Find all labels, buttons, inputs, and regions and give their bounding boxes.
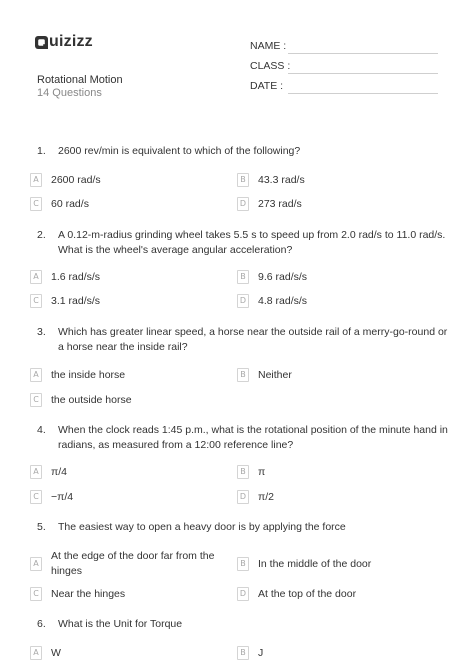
option-text: 1.6 rad/s/s	[51, 271, 101, 283]
option-letter-box: C	[30, 393, 42, 407]
option-letter-box: B	[237, 646, 249, 660]
brand-name: uizizz	[49, 33, 93, 50]
name-label: NAME :	[250, 40, 287, 52]
question-text: The easiest way to open a heavy door is by applying the force	[58, 521, 346, 533]
option-1b[interactable]	[237, 173, 428, 188]
option-text: −π/4	[51, 491, 74, 503]
option-letter-box: A	[30, 270, 42, 284]
option-text: π/4	[51, 466, 68, 478]
date-label: DATE :	[250, 80, 284, 92]
question-number: 6.	[37, 618, 46, 630]
option-text: 273 rad/s	[258, 198, 302, 210]
option-letter-box: B	[237, 465, 249, 479]
option-2a[interactable]	[30, 270, 221, 285]
class-field[interactable]	[250, 60, 438, 76]
option-text: 43.3 rad/s	[258, 174, 305, 186]
option-3b[interactable]	[237, 368, 428, 383]
option-5b[interactable]	[237, 557, 428, 572]
option-letter-box: C	[30, 490, 42, 504]
option-6a[interactable]	[30, 646, 221, 661]
option-4c[interactable]	[30, 490, 221, 505]
date-field[interactable]	[250, 80, 438, 96]
option-letter-box: C	[30, 197, 42, 211]
option-4d[interactable]	[237, 490, 428, 505]
option-text: W	[51, 647, 61, 659]
option-text: 3.1 rad/s/s	[51, 295, 101, 307]
option-letter-box: B	[237, 270, 249, 284]
class-line[interactable]	[288, 73, 438, 74]
name-line[interactable]	[288, 53, 438, 54]
question-number: 4.	[37, 424, 46, 436]
question-text: 2600 rev/min is equivalent to which of the following?	[58, 145, 301, 157]
class-label: CLASS :	[250, 60, 291, 72]
option-letter-box: D	[237, 587, 249, 601]
option-letter-box: D	[237, 490, 249, 504]
option-text: the inside horse	[51, 369, 126, 381]
name-field[interactable]	[250, 40, 438, 56]
option-2d[interactable]	[237, 294, 428, 309]
option-letter-box: A	[30, 557, 42, 571]
option-text: At the edge of the door far from the hinges	[51, 550, 215, 577]
option-text: Neither	[258, 369, 292, 381]
option-text: 9.6 rad/s/s	[258, 271, 308, 283]
option-letter-box: A	[30, 368, 42, 382]
option-letter-box: C	[30, 294, 42, 308]
option-letter-box: A	[30, 465, 42, 479]
option-letter-box: A	[30, 173, 42, 187]
question-text: What is the Unit for Torque	[58, 618, 183, 630]
option-1d[interactable]	[237, 197, 428, 212]
option-text: At the top of the door	[258, 588, 357, 600]
option-letter-box: B	[237, 368, 249, 382]
option-2c[interactable]	[30, 294, 221, 309]
worksheet-title: Rotational Motion	[37, 74, 123, 86]
quizizz-logo	[35, 33, 93, 51]
option-5d[interactable]	[237, 587, 428, 602]
option-text: In the middle of the door	[258, 558, 372, 570]
question-number: 1.	[37, 145, 46, 157]
option-letter-box: C	[30, 587, 42, 601]
option-text: π	[258, 466, 266, 478]
option-3c[interactable]	[30, 393, 221, 408]
option-letter-box: D	[237, 294, 249, 308]
question-text: When the clock reads 1:45 p.m., what is the rotational position of the minute hand in radians, as measured from a 12:00 reference line?	[58, 424, 448, 451]
option-1a[interactable]	[30, 173, 221, 188]
option-1c[interactable]	[30, 197, 221, 212]
question-number: 2.	[37, 229, 46, 241]
option-text: J	[258, 647, 264, 659]
question-number: 5.	[37, 521, 46, 533]
option-text: π/2	[258, 491, 275, 503]
option-5c[interactable]	[30, 587, 221, 602]
option-4a[interactable]	[30, 465, 221, 480]
option-text: Near the hinges	[51, 588, 126, 600]
question-text: Which has greater linear speed, a horse near the outside rail of a merry-go-round or a horse near the inside rail?	[58, 326, 448, 353]
option-text: 4.8 rad/s/s	[258, 295, 308, 307]
option-text: the outside horse	[51, 394, 132, 406]
option-letter-box: B	[237, 557, 249, 571]
option-6b[interactable]	[237, 646, 428, 661]
option-letter-box: A	[30, 646, 42, 660]
q-logo-icon	[35, 36, 48, 49]
option-2b[interactable]	[237, 270, 428, 285]
option-letter-box: D	[237, 197, 249, 211]
option-text: 60 rad/s	[51, 198, 89, 210]
date-line[interactable]	[288, 93, 438, 94]
question-text: A 0.12-m-radius grinding wheel takes 5.5 s to speed up from 2.0 rad/s to 11.0 rad/s. What is the wheel's average angular acceleration?	[58, 229, 446, 256]
option-3a[interactable]	[30, 368, 221, 383]
option-4b[interactable]	[237, 465, 428, 480]
question-number: 3.	[37, 326, 46, 338]
option-letter-box: B	[237, 173, 249, 187]
option-text: 2600 rad/s	[51, 174, 101, 186]
question-count: 14 Questions	[37, 87, 102, 99]
option-5a[interactable]	[30, 549, 223, 579]
